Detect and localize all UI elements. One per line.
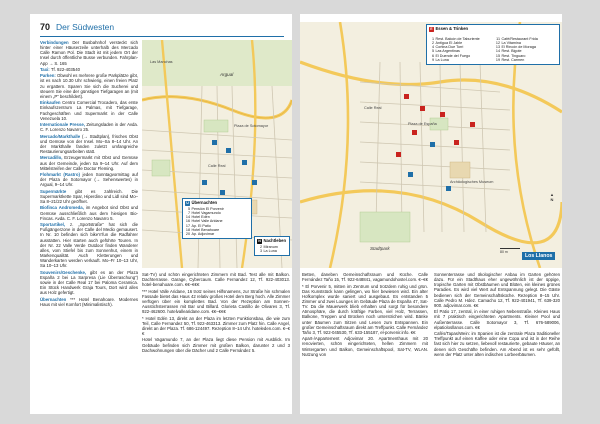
paragraph-text: gibt es zahlreich. Die Supermarktkette Spar, Hiperdino und Lidl sind Mo–Sa 8–21/22 Uhr geöffnet. <box>40 188 138 205</box>
legend-label: Cortina Due Torri <box>435 45 464 50</box>
info-paragraph <box>40 172 138 187</box>
nightlife-icon: N <box>258 238 261 243</box>
legend-header <box>185 201 249 206</box>
left-page <box>30 14 292 414</box>
legend-number: 1 <box>431 36 434 41</box>
legend-number: 15 <box>495 53 500 58</box>
map-scale <box>500 248 520 254</box>
legend-number: 13 <box>495 45 500 50</box>
keyword: Mercadillo, <box>40 155 63 161</box>
paragraph-text: Erzeugermarkt mit Obst und Gemüse aus der Gemeinde, jeden Sa 9–14 Uhr. Auf dem Mittelstreifen der Calle Doctor Fleming. <box>40 155 138 171</box>
keyword: Sportartikel, <box>40 222 66 228</box>
city-map-center[interactable] <box>300 22 562 268</box>
column-paragraph: Sat-TV) und schön eingerichteten Zimmern mit Bad. Test alle mit Balkon. Dachterrasse. Garage, Cybercaum. Calle Fernandez 12, Tf. 922-403013. hotel-benahoare.com. €€–€€€ <box>142 272 290 288</box>
legend-label: Café/Restaurant Frida <box>501 36 538 41</box>
paragraph-text: Der Busbahnhof versteckt sich hinter einer Häuserzeile unterhalb des Mercado Calle Ramon Pol. Die Stadt ist mit jedem Ort der Insel durch öffentliche Busse verbunden. Fahrplan-App → S. 165 <box>40 40 138 66</box>
legend-number: 5 <box>187 206 190 211</box>
page-header <box>40 20 114 34</box>
accommodation-icon: Ü <box>186 200 189 205</box>
paragraph-text: *** Hotel Benahoare. Modernes Haus mit viel Komfort (Minimalistisch). <box>40 296 138 307</box>
legend-number: 7 <box>187 210 190 215</box>
legend-label: La Luna <box>263 248 277 253</box>
info-paragraph <box>40 205 138 220</box>
town-name-badge: Los Llanos <box>522 252 555 260</box>
column-paragraph: *** Hotel Valle Aridane, 16 trotz seines Hilfsnamens, zur Straße hin schmalen Fassade bietet das Haus 42 relativ großes Hotel dem Berg hoch. Alle Zimmer verfügen über ein komplettes Bad. Von der Rezeption am Sonnen-Ausstichsterrassen mit Bar und Billard. Glorieta Castillo de Olivares 3, Tf. 922-462600. hotelvallearidane.com. €€–€€€ <box>142 288 290 315</box>
column-paragraph: El Patio 17, zentral, in einer ruhigen Nebenstraße. Kleines Haus mit 7 praktisch eingerichteten Apartments. Kleiner Pool und Außenterrasse. Calle Sotomayor 3, Tf. 676-589006, elpatiolosllanos.com. €€ <box>434 309 560 330</box>
legend-item[interactable] <box>257 249 287 253</box>
food-icon: E <box>430 26 433 31</box>
legend-header <box>429 27 557 32</box>
legend-number: 14 <box>185 215 190 220</box>
legend-title: Nachtleben <box>263 237 287 243</box>
legend-list <box>185 207 249 237</box>
legend-number: 2 <box>259 244 262 249</box>
paragraph-text: gibt es an der Plaza España 2 bei La Sarpresa (Lie Überraschung“) sowie in der Calle Real 17 bei Paloma Ceramica. Ein Stück Handwerk Graja Tours, Dort wird alles aus Holz gefertigt. <box>40 269 138 296</box>
legend-header <box>257 239 287 244</box>
legend-number: 9 <box>431 57 434 62</box>
text-column-3 <box>434 272 560 412</box>
info-paragraph <box>40 100 138 121</box>
legend-label: Hotel Vagamundo <box>191 210 221 215</box>
paragraph-text: z. „Sportstraße“ hat sich die Fußgängerzone in der Calle del Medio gemausert. In Nr. 10 befinden sich bike'n'fun die Radfahrer ausstatten. Hier starten auch geführte Touren. In der Nr. 22 Valle Verde Outdoor finden Wanderer alles, vom Stiefel bis zum Sonnenhut, einem in Markenqualität. Auch Kletterungen und Wanderkarten werden verkauft. Mo–Fr 10–13 Uhr, Sa 10–13 Uhr. <box>40 222 138 269</box>
text-column-2 <box>302 272 428 412</box>
legend-label: Miranum <box>263 244 278 249</box>
legend-number: 16 <box>185 219 190 224</box>
info-paragraph <box>40 67 138 72</box>
info-paragraph <box>40 189 138 204</box>
legend-list <box>429 37 491 63</box>
paragraph-text: Zeitungsladen in der Avda. C. F. Lorenzo Navarro 25. <box>40 122 138 133</box>
legend-nightlife <box>254 236 290 256</box>
header-rule <box>40 36 284 37</box>
legend-number: 14 <box>495 49 500 54</box>
keyword: Internationale Presse, <box>40 122 85 128</box>
legend-number: 18 <box>185 227 190 232</box>
legend-label: Ap. Adjovimar <box>191 232 215 237</box>
legend-food <box>426 24 560 65</box>
keyword: Souvenirs/Geschenke, <box>40 269 87 275</box>
legend-number: 20 <box>185 232 190 237</box>
map-label: Calle Real <box>208 164 226 168</box>
legend-label: Rest. Bigote <box>501 49 522 54</box>
column-paragraph: Hotel Vagamundo 7, an der Plaza liegt diese Pension mit Ausblick. Im Gebäude befinden sich Zimmer mit großen Balkon, darunter 2 und 3 Dachwohnungen über die Dächer und 2 Calle Fernández 5. <box>142 337 290 353</box>
compass-icon: ▲ N <box>550 192 554 202</box>
legend-number: 19 <box>495 57 500 62</box>
keyword: Einkaufen <box>40 100 61 106</box>
paragraph-text: Obwohl es mehrere große Parkplätze gibt, ist es nach 10.30 Uhr schwierig, einen freien Platz zu ergattern. Sparen Sie sich die Sucherei und steuern Sie eine der günstigen Tiefgaragen an (mit einem „P“ beschildert). <box>40 73 138 99</box>
legend-label: Las Argentinas <box>435 49 460 54</box>
paragraph-text: (→ Stadtplan), frisches Obst und Gemüse von der Insel. Mo–Sa 8–14 Uhr. An der Markthalle fanden zuletzt umfangreiche Restaurierungsarbeiten statt. <box>40 133 138 155</box>
legend-label: El Duende del Fuego <box>435 53 471 58</box>
scale-label: 80 m <box>500 250 508 254</box>
info-paragraph <box>40 73 138 99</box>
map-label: Plaza de Sotomayor <box>234 124 269 128</box>
info-column <box>40 40 138 412</box>
info-paragraph <box>40 134 138 155</box>
column-paragraph: Apart-/Appartement Adjovimar 20. Apartmenthaus mit 20 renovierten, schön eingerichteten, hellen Zimmern mit Wintergarten und Balkon, Gemeinschaftspool, Sat-TV, WLAN. Nutzung von <box>302 336 428 357</box>
legend-label: Ap. El Patio <box>191 223 211 228</box>
legend-item[interactable] <box>185 232 249 236</box>
legend-label: Rest. Tinguaro <box>501 53 526 58</box>
paragraph-text: Centro Comercial Trocadero, das erste Einkaufszentrum La Palmas, mit Tiefgarage, Fachgeschäften und Supermarkt in der Calle Venezuela 10. <box>40 100 138 121</box>
legend-label: La Luna <box>435 57 449 62</box>
legend-list <box>495 37 557 63</box>
info-paragraph <box>40 155 138 170</box>
map-label: Las Manchas <box>150 60 173 64</box>
keyword: Mercado/Markthalle <box>40 133 81 139</box>
legend-label: Hotel Edén <box>191 215 210 220</box>
legend-label: La Vitamina <box>501 40 521 45</box>
legend-number: 6 <box>431 53 434 58</box>
legend-number: 11 <box>496 36 500 41</box>
legend-label: El Rincón de Moraga <box>501 45 536 50</box>
legend-accommodation <box>182 198 252 239</box>
paragraph-text: jeden Sonntagvormittag auf der Plaza de Sotomayor (→ Sehenswertes) in Argual, 9–14 Uhr. <box>40 172 138 188</box>
paragraph-text: im Angebot sind Obst und Gemüse ausschließlich aus dem hiesigen Bio-Fincas. Avda. C. F. Lorenzo Navarro 5. <box>40 205 138 221</box>
map-label: Stadtpark <box>370 246 390 251</box>
legend-label: Antigua El Jable <box>435 40 463 45</box>
info-paragraph <box>40 40 138 66</box>
keyword: Biofinca Andromeda, <box>40 205 84 211</box>
map-label: Argual <box>220 72 234 77</box>
legend-number: 17 <box>185 223 190 228</box>
legend-number: 12 <box>495 40 500 45</box>
legend-title: Essen & Trinken <box>435 25 469 31</box>
legend-label: Pensión El Porvenir <box>191 206 224 211</box>
column-paragraph: * Hotel Edén 13, direkt an der Plaza im letzten Funktionsbau, die wie zum Teil, Calle Fernandez 50, Tf. 922-463313. Zimmer zum Platz hin. Calle Angel, direkt an der Plaza. Tf. 686-124497. Rezeption 8–14 Uhr. hoteleden.com. €–€€ <box>142 315 290 337</box>
legend-label: Rest. Carmen <box>501 57 525 62</box>
info-paragraph <box>40 222 138 268</box>
column-paragraph: * El Porvenir 5, mitten im Zentrum und trotzdem ruhig und grün. Das Kunststück kann gelingen, wo hier bewiesen wird. Ein alter Hofkomplex wurde saniert und ausgebaut. Es entstanden 5 Zimmer und zwei Lounges im Gebäude Plaza de España 47, Sat-TV. Da die Mauerwerk blieb erhalten und sorgt für besondere Atmosphäre, die durch kräftige Farben, viel Holz, Terrassen, Balkone, Treppen und Brücken noch unterstrichen wird. Bänke unter Bäumen zum Sitzen und Lesen zum Entspannen. Ein großer Gemeinschaftsraum direkt am Treffpunkt. Calle Fernández Taño 3, Tf. 922-045530, Tf. 633-155187, el-porvenir.info. €€ <box>302 283 428 335</box>
keyword: Parken: <box>40 73 56 79</box>
map-label: Archäologisches Museum <box>450 180 494 184</box>
city-map-west[interactable] <box>142 40 292 268</box>
legend-number: 2 <box>431 40 434 45</box>
column-paragraph: Sonnenterrasse und ökologischer Anbau im Garten gehören dazu. Für ein Stadthaus eher ungewöhnlich ist der üppige, tropische Garten mit Obstbäumen und Blüten, ein kleines grünes Paradies. Es wird viel Wert auf Entspannung gelegt. Die Gäste bedienen sich der Gemeinschaftsküche. Rezeption 8–15 Uhr. Calle Pedro M. Hdez. Camacho 12, Tf. 922-401941, Tf. 639-320 900. adjovimar.com. €€ <box>434 272 560 308</box>
legend-number: 4 <box>431 45 434 50</box>
right-page <box>300 14 562 414</box>
legend-list <box>257 245 287 254</box>
keyword: Taxi: <box>40 66 50 72</box>
section-title: Der Südwesten <box>56 22 115 32</box>
map-label: Plaza de España <box>408 122 437 126</box>
map-label: Calle Real <box>364 106 382 110</box>
info-paragraph <box>40 270 138 296</box>
legend-title: Übernachten <box>191 199 218 205</box>
keyword: Verbindungen <box>40 40 69 45</box>
legend-label: Hotel Valle Aridane <box>191 219 223 224</box>
column-paragraph: Betten, daneben Gemeinschaftsraum und Küche. Calle Fernández Taño 15, Tf. 922-648841, vagamundohostel.com. €–€€ <box>302 272 428 283</box>
legend-item[interactable] <box>429 58 491 62</box>
legend-number: 3 <box>259 248 262 253</box>
legend-number: 5 <box>431 49 434 54</box>
keyword: Supermärkte <box>40 188 67 194</box>
legend-label: Rest. Balcón de Taburiente <box>435 36 480 41</box>
legend-item[interactable] <box>495 58 557 62</box>
text-column-1 <box>142 272 290 412</box>
keyword: Übernachten <box>40 296 67 302</box>
keyword: Flohmarkt (Rastro) <box>40 172 80 178</box>
column-paragraph: Cafés/Tapas/Wein: im Spanien ist die zentrale Plaza traditioneller Treffpunkt auf einen Kaffee oder eine Copa und ist in der Reihe fast sich hier zu setzen, liebevoll restaurierte, gebaute Häuser, an denen sich Geschäfte befinden. Am Abend ist es sehr gefüllt, wenn der Platz unter alten indischen Lorbeerbäumen. <box>434 331 560 357</box>
info-paragraph <box>40 297 138 307</box>
page-number: 70 <box>40 22 51 32</box>
legend-label: Hotel Benahoare <box>191 227 220 232</box>
info-paragraph <box>40 122 138 132</box>
paragraph-text: Tf. 922-403540 <box>49 66 80 72</box>
